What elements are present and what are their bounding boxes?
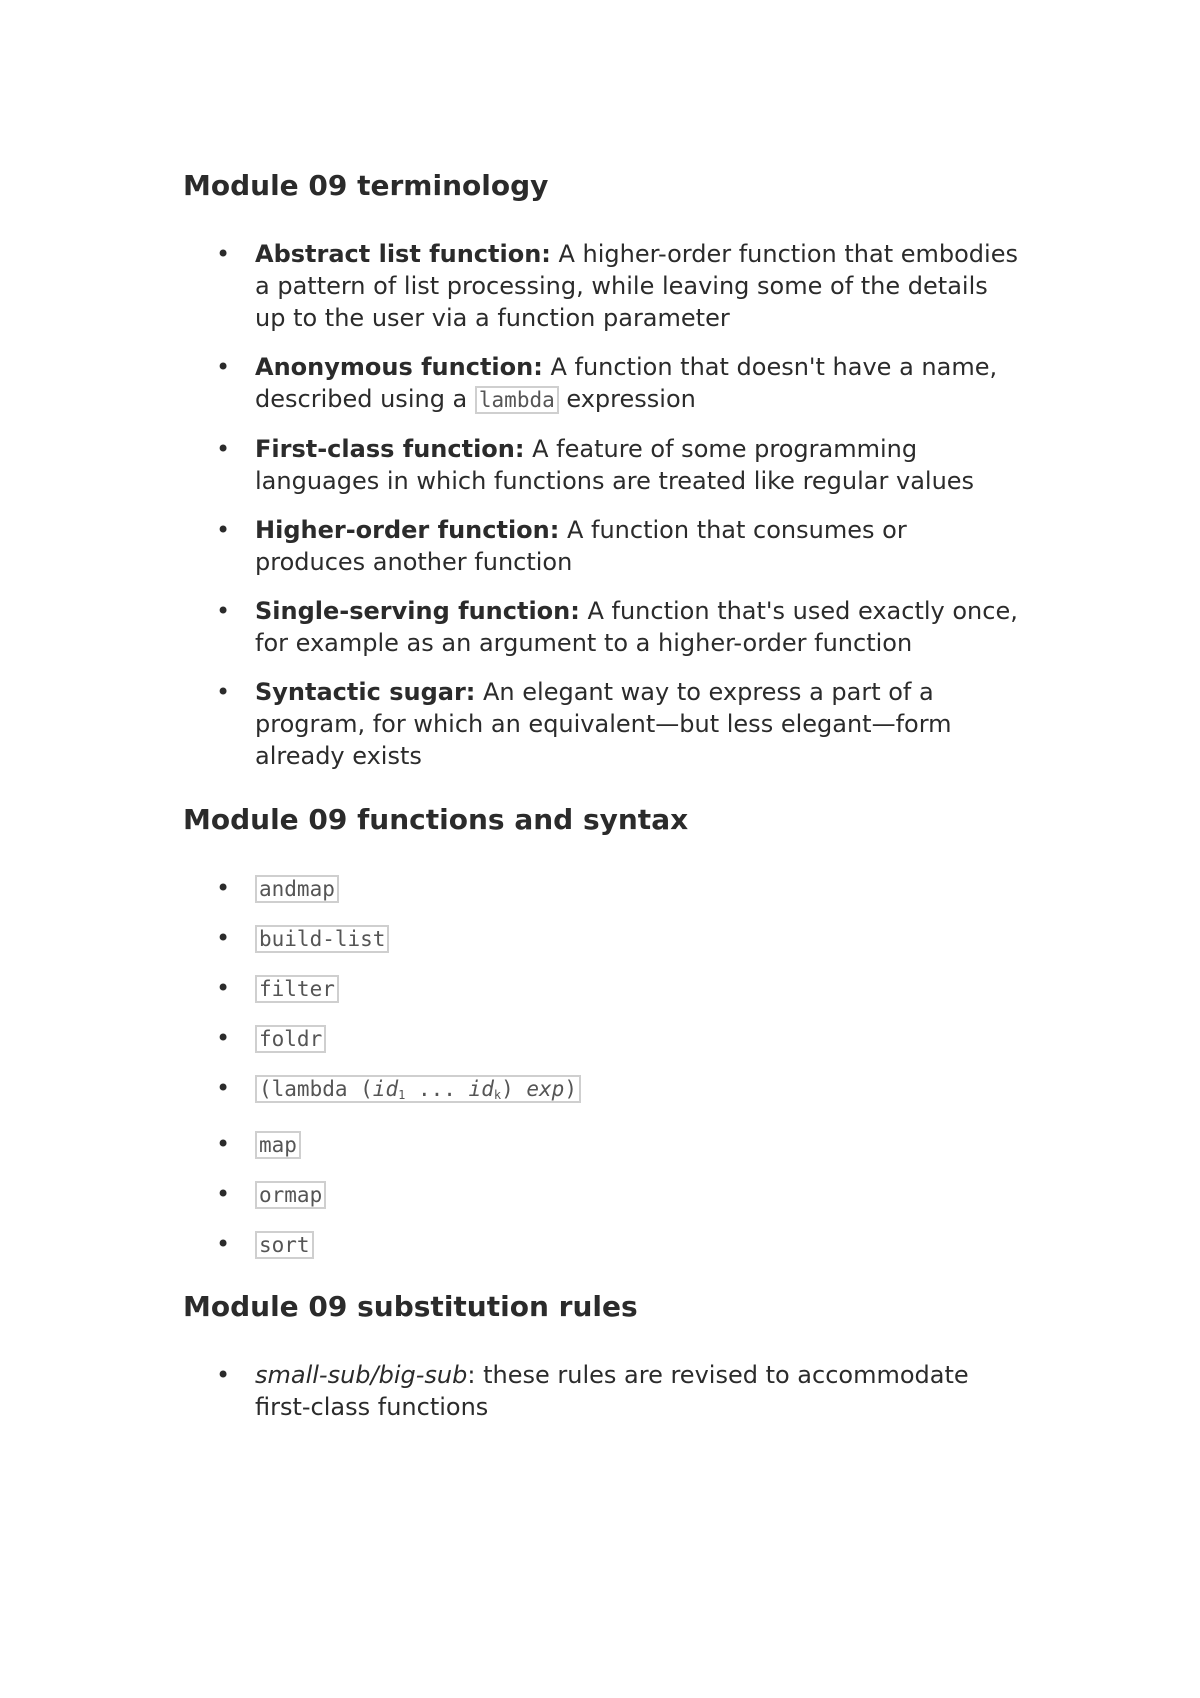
term-definition-end: expression <box>558 385 696 413</box>
term-definition: A function that's used exactly once, for example as an argument to a higher-order function <box>255 597 1018 657</box>
function-code: sort <box>255 1231 314 1259</box>
lambda-mid: ) <box>501 1077 527 1101</box>
bullet-icon: • <box>216 1361 231 1389</box>
function-code: ormap <box>255 1181 326 1209</box>
lambda-open: (lambda ( <box>259 1077 373 1101</box>
term-name: Abstract list function: <box>255 240 551 268</box>
list-item <box>183 595 1023 659</box>
rule-name: small-sub/big-sub <box>255 1361 468 1389</box>
functions-list <box>183 872 1023 1261</box>
lambda-sub-k: k <box>493 1088 502 1102</box>
bullet-icon: • <box>216 874 231 902</box>
functions-heading: Module 09 functions and syntax <box>183 803 689 836</box>
list-item <box>183 872 1023 905</box>
bullet-icon: • <box>216 353 231 381</box>
lambda-exp: exp <box>526 1077 565 1101</box>
function-code: build-list <box>255 925 389 953</box>
list-item <box>183 1359 1023 1423</box>
inline-code: lambda <box>475 386 559 414</box>
list-item <box>183 676 1023 772</box>
lambda-id-1: id <box>372 1077 399 1101</box>
document-page <box>183 168 1023 1423</box>
list-item <box>183 1072 1023 1111</box>
term-name: First-class function: <box>255 435 525 463</box>
term-definition: A feature of some programming languages in which functions are treated like regular values <box>255 435 975 495</box>
bullet-icon: • <box>216 435 231 463</box>
terminology-heading: Module 09 terminology <box>183 169 549 202</box>
function-code: andmap <box>255 875 339 903</box>
list-item <box>183 1178 1023 1211</box>
rule-definition: : these rules are revised to accommodate first-class functions <box>255 1361 969 1421</box>
bullet-icon: • <box>216 974 231 1002</box>
bullet-icon: • <box>216 597 231 625</box>
bullet-icon: • <box>216 924 231 952</box>
bullet-icon: • <box>216 516 231 544</box>
bullet-icon: • <box>216 1024 231 1052</box>
bullet-icon: • <box>216 1130 231 1158</box>
lambda-close: ) <box>564 1077 577 1101</box>
bullet-icon: • <box>216 240 231 268</box>
lambda-sub-1: 1 <box>398 1088 406 1102</box>
function-code: map <box>255 1131 301 1159</box>
function-code: filter <box>255 975 339 1003</box>
bullet-icon: • <box>216 1074 231 1102</box>
substitution-heading: Module 09 substitution rules <box>183 1290 638 1323</box>
list-item <box>183 238 1023 334</box>
list-item <box>183 514 1023 578</box>
function-code: foldr <box>255 1025 326 1053</box>
terminology-list <box>183 238 1023 772</box>
list-item <box>183 1128 1023 1161</box>
term-definition: An elegant way to express a part of a program, for which an equivalent—but less elegant—form already exists <box>255 678 952 770</box>
term-name: Single-serving function: <box>255 597 580 625</box>
bullet-icon: • <box>216 1180 231 1208</box>
term-name: Anonymous function: <box>255 353 543 381</box>
bullet-icon: • <box>216 1230 231 1258</box>
lambda-id-k: id <box>468 1077 494 1101</box>
lambda-syntax-code <box>255 1075 581 1103</box>
term-definition: A higher-order function that embodies a pattern of list processing, while leaving some of the details up to the user via a function parameter <box>255 240 1018 332</box>
term-name: Syntactic sugar: <box>255 678 476 706</box>
list-item <box>183 1022 1023 1055</box>
list-item <box>183 922 1023 955</box>
list-item <box>183 1228 1023 1261</box>
term-definition: A function that consumes or produces another function <box>255 516 907 576</box>
list-item <box>183 433 1023 497</box>
substitution-list <box>183 1359 1023 1423</box>
list-item <box>183 351 1023 416</box>
list-item <box>183 972 1023 1005</box>
term-name: Higher-order function: <box>255 516 560 544</box>
bullet-icon: • <box>216 678 231 706</box>
lambda-dots: ... <box>405 1077 469 1101</box>
term-definition: A function that doesn't have a name, described using a <box>255 353 998 413</box>
